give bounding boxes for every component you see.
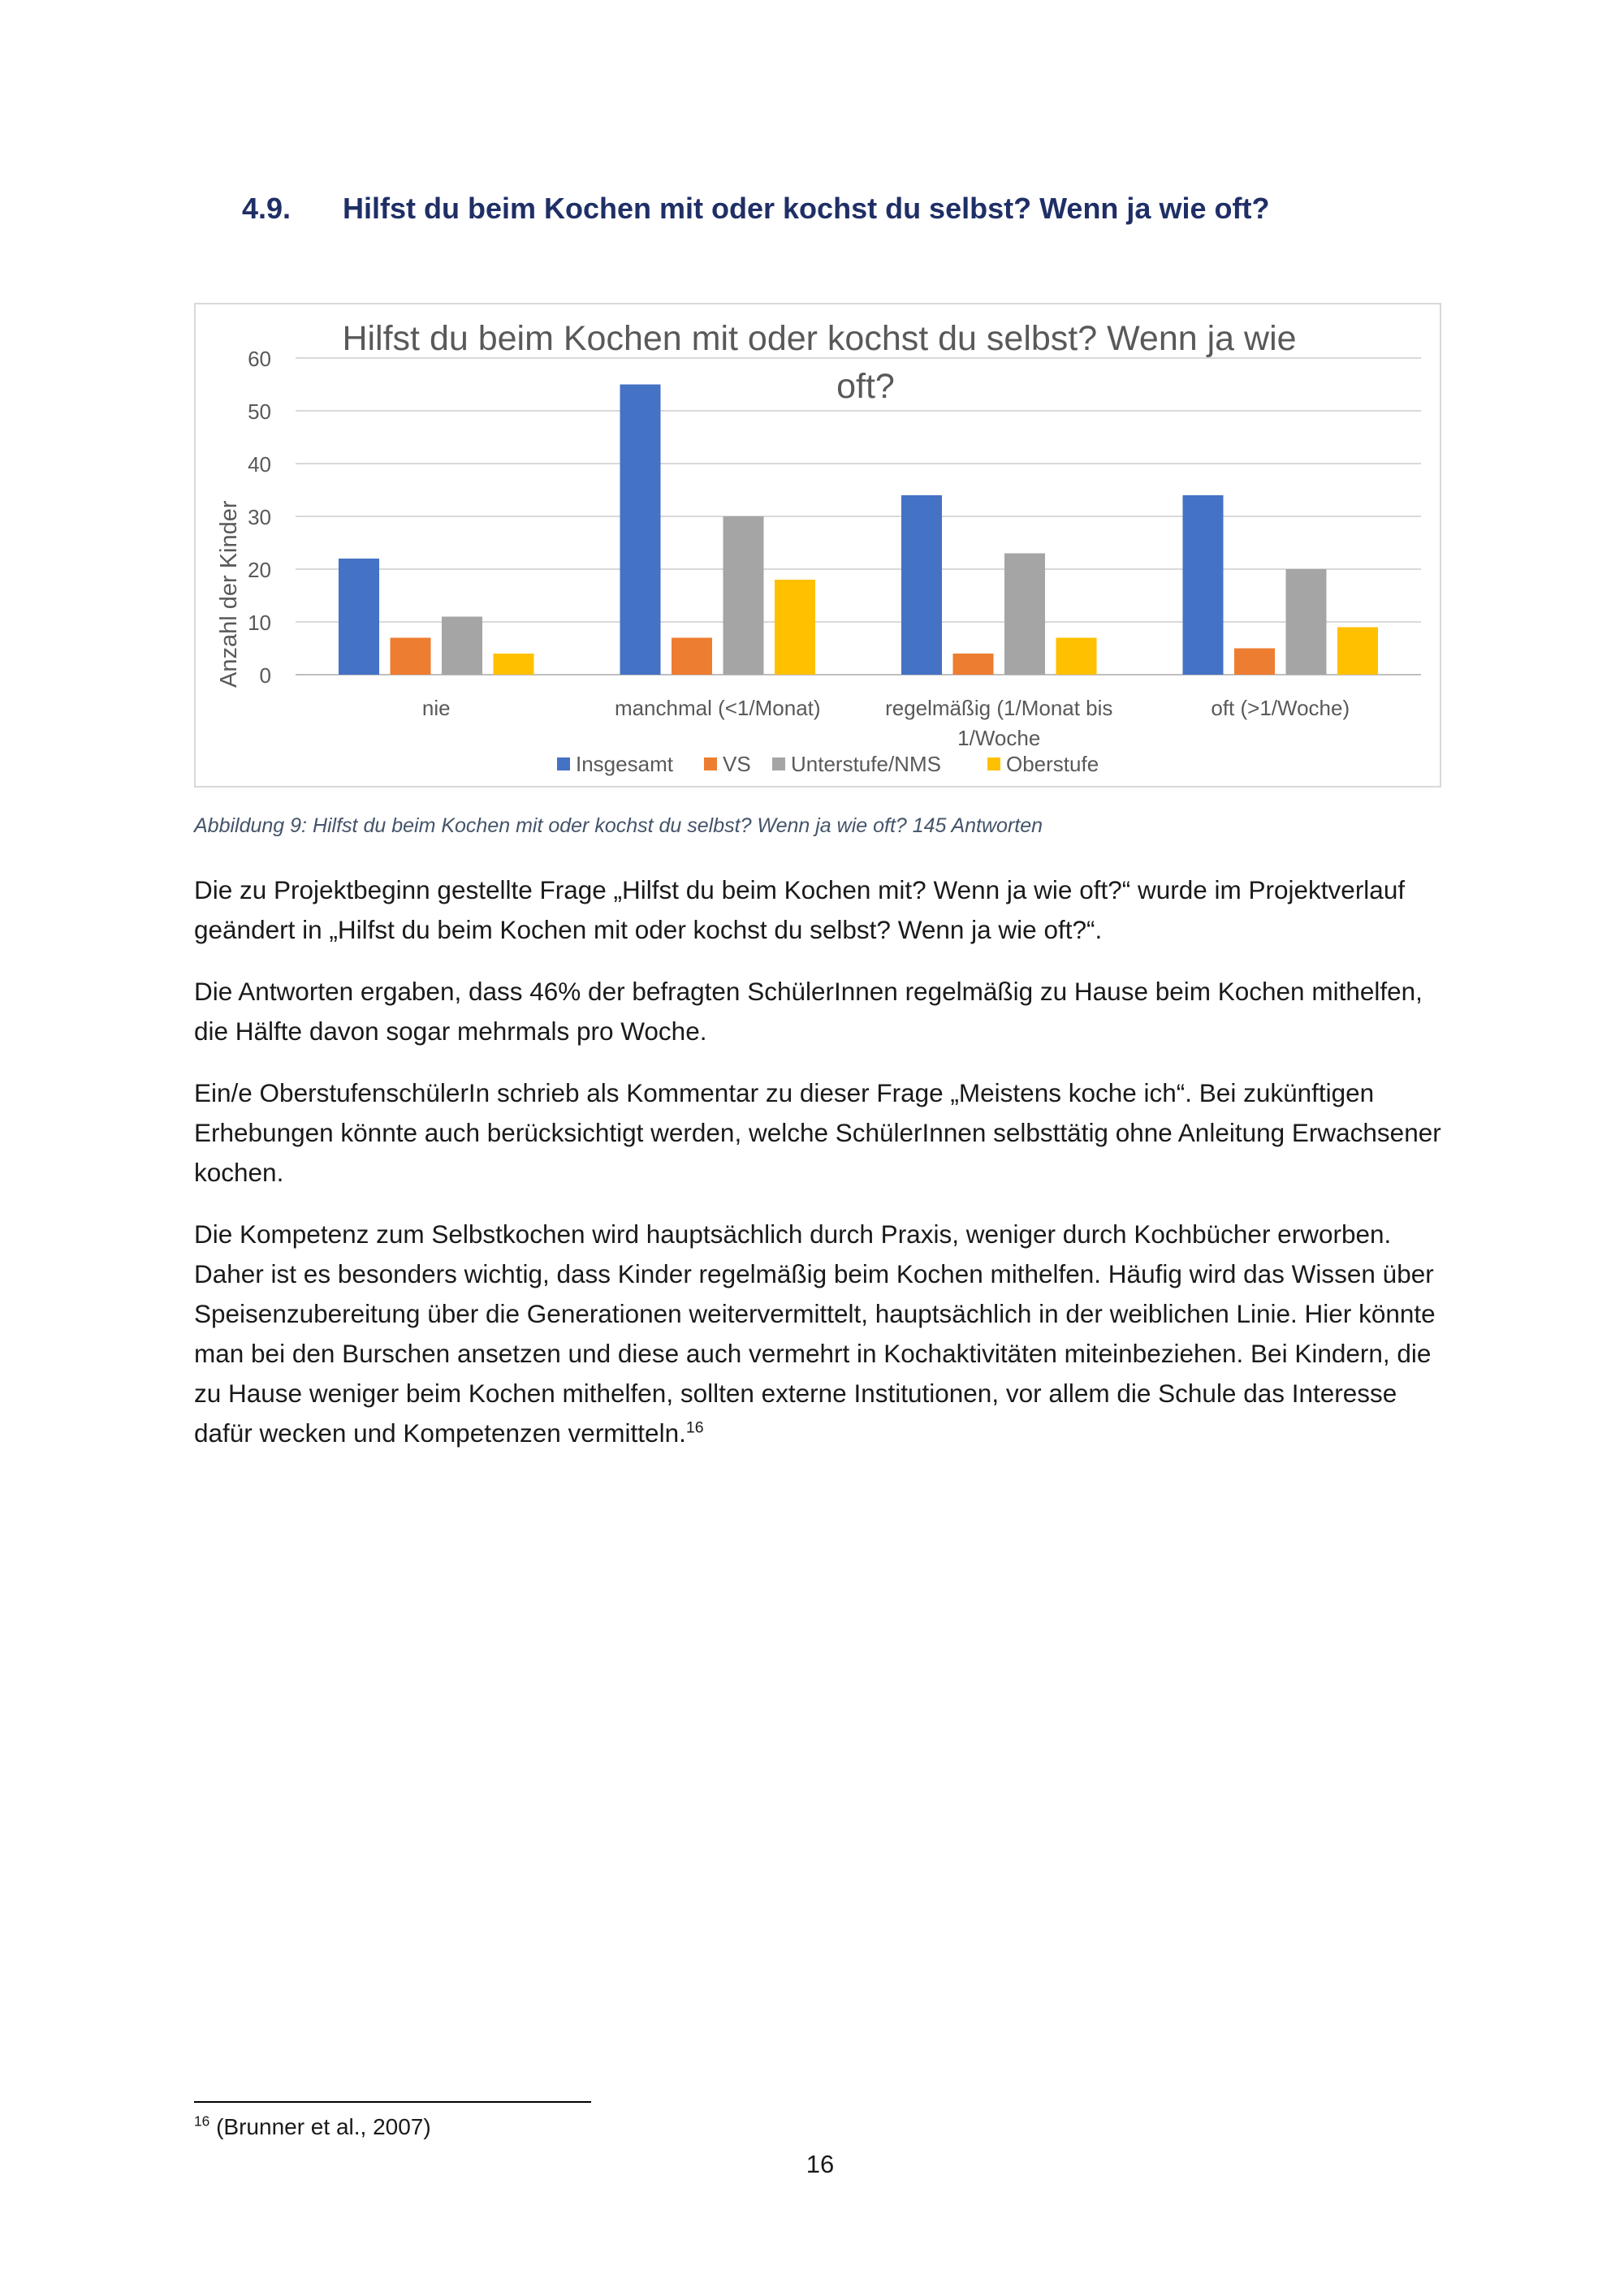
y-tick-label: 50 [248,399,271,424]
bar [391,638,431,675]
bar [1056,638,1097,675]
bar [1183,495,1224,675]
paragraph: Die Antworten ergaben, dass 46% der befragten SchülerInnen regelmäßig zu Hause beim Kochen mithelfen, die Hälfte davon sogar mehrmals pro Woche. [194,977,1423,1046]
paragraph: Ein/e OberstufenschülerIn schrieb als Kommentar zu dieser Frage „Meistens koche ich“. Bei zukünftigen Erhebungen könnte auch berücksichtigt werden, welche SchülerInnen selbsttätig ohne Anleitung Erwachsener kochen. [194,1078,1441,1187]
bar [442,617,482,675]
legend-swatch [704,757,717,770]
legend-label: Oberstufe [1006,752,1099,776]
legend-label: Insgesamt [576,752,673,776]
y-tick-label: 20 [248,558,271,582]
paragraph [194,1215,1445,1453]
section-heading [242,192,1269,226]
body-text [194,870,1445,1475]
y-tick-label: 60 [248,347,271,371]
bar [1234,649,1275,675]
x-tick-label: manchmal (<1/Monat) [614,696,821,720]
bar [672,638,712,675]
bar [1004,554,1045,675]
bar-chart [194,303,1441,788]
legend-label: VS [723,752,751,776]
paragraph: Die zu Projektbeginn gestellte Frage „Hilfst du beim Kochen mit? Wenn ja wie oft?“ wurde im Projektverlauf geändert in „Hilfst du beim Kochen mit oder kochst du selbst? Wenn ja wie oft?“. [194,875,1406,944]
y-tick-label: 10 [248,611,271,635]
bar-chart-svg [196,304,1443,789]
y-axis-label: Anzahl der Kinder [216,500,242,688]
section-title: Hilfst du beim Kochen mit oder kochst du selbst? Wenn ja wie oft? [343,192,1270,225]
page-number: 16 [806,2150,835,2178]
chart-legend [557,752,1099,776]
footnote [194,2114,431,2140]
bar [494,654,534,675]
footnote-separator [194,2101,591,2103]
bar [339,559,379,675]
chart-title-line-2: oft? [836,367,895,406]
bar [620,385,661,675]
figure-caption: Abbildung 9: Hilfst du beim Kochen mit oder kochst du selbst? Wenn ja wie oft? 145 Antworten [194,814,1043,837]
bar [1286,569,1327,675]
x-tick-label: nie [421,696,451,720]
y-tick-label: 0 [259,663,271,688]
chart-title-line-1: Hilfst du beim Kochen mit oder kochst du selbst? Wenn ja wie [342,319,1297,358]
bar [953,654,994,675]
y-tick-label: 40 [248,452,271,477]
footnote-text: (Brunner et al., 2007) [216,2114,431,2139]
x-tick-label: 1/Woche [957,726,1041,750]
x-tick-label: oft (>1/Woche) [1211,696,1350,720]
bar [1337,628,1378,675]
legend-label: Unterstufe/NMS [791,752,941,776]
bar [901,495,942,675]
footnote-reference[interactable]: 16 [685,1418,704,1437]
legend-swatch [772,757,785,770]
footnote-number: 16 [194,2113,210,2130]
y-tick-label: 30 [248,505,271,529]
paragraph-text: Die Kompetenz zum Selbstkochen wird hauptsächlich durch Praxis, weniger durch Kochbücher erworben. Daher ist es besonders wichtig, dass Kinder regelmäßig beim Kochen mithelfen. Häufig wird das Wissen über Speisenzubereitung über die Generationen weitervermittelt, hauptsächlich in der weiblichen Linie. Hier könnte man bei den Burschen ansetzen und diese auch vermehrt in Kochaktivitäten miteinbeziehen. Bei Kindern, die zu Hause weniger beim Kochen mithelfen, sollten externe Institutionen, vor allem die Schule das Interesse dafür wecken und Kompetenzen vermitteln. [194,1219,1436,1448]
x-tick-label: regelmäßig (1/Monat bis [885,696,1113,720]
legend-swatch [557,757,570,770]
section-number: 4.9. [242,192,292,225]
legend-swatch [987,757,1000,770]
bar [775,580,815,675]
bar [723,516,764,675]
